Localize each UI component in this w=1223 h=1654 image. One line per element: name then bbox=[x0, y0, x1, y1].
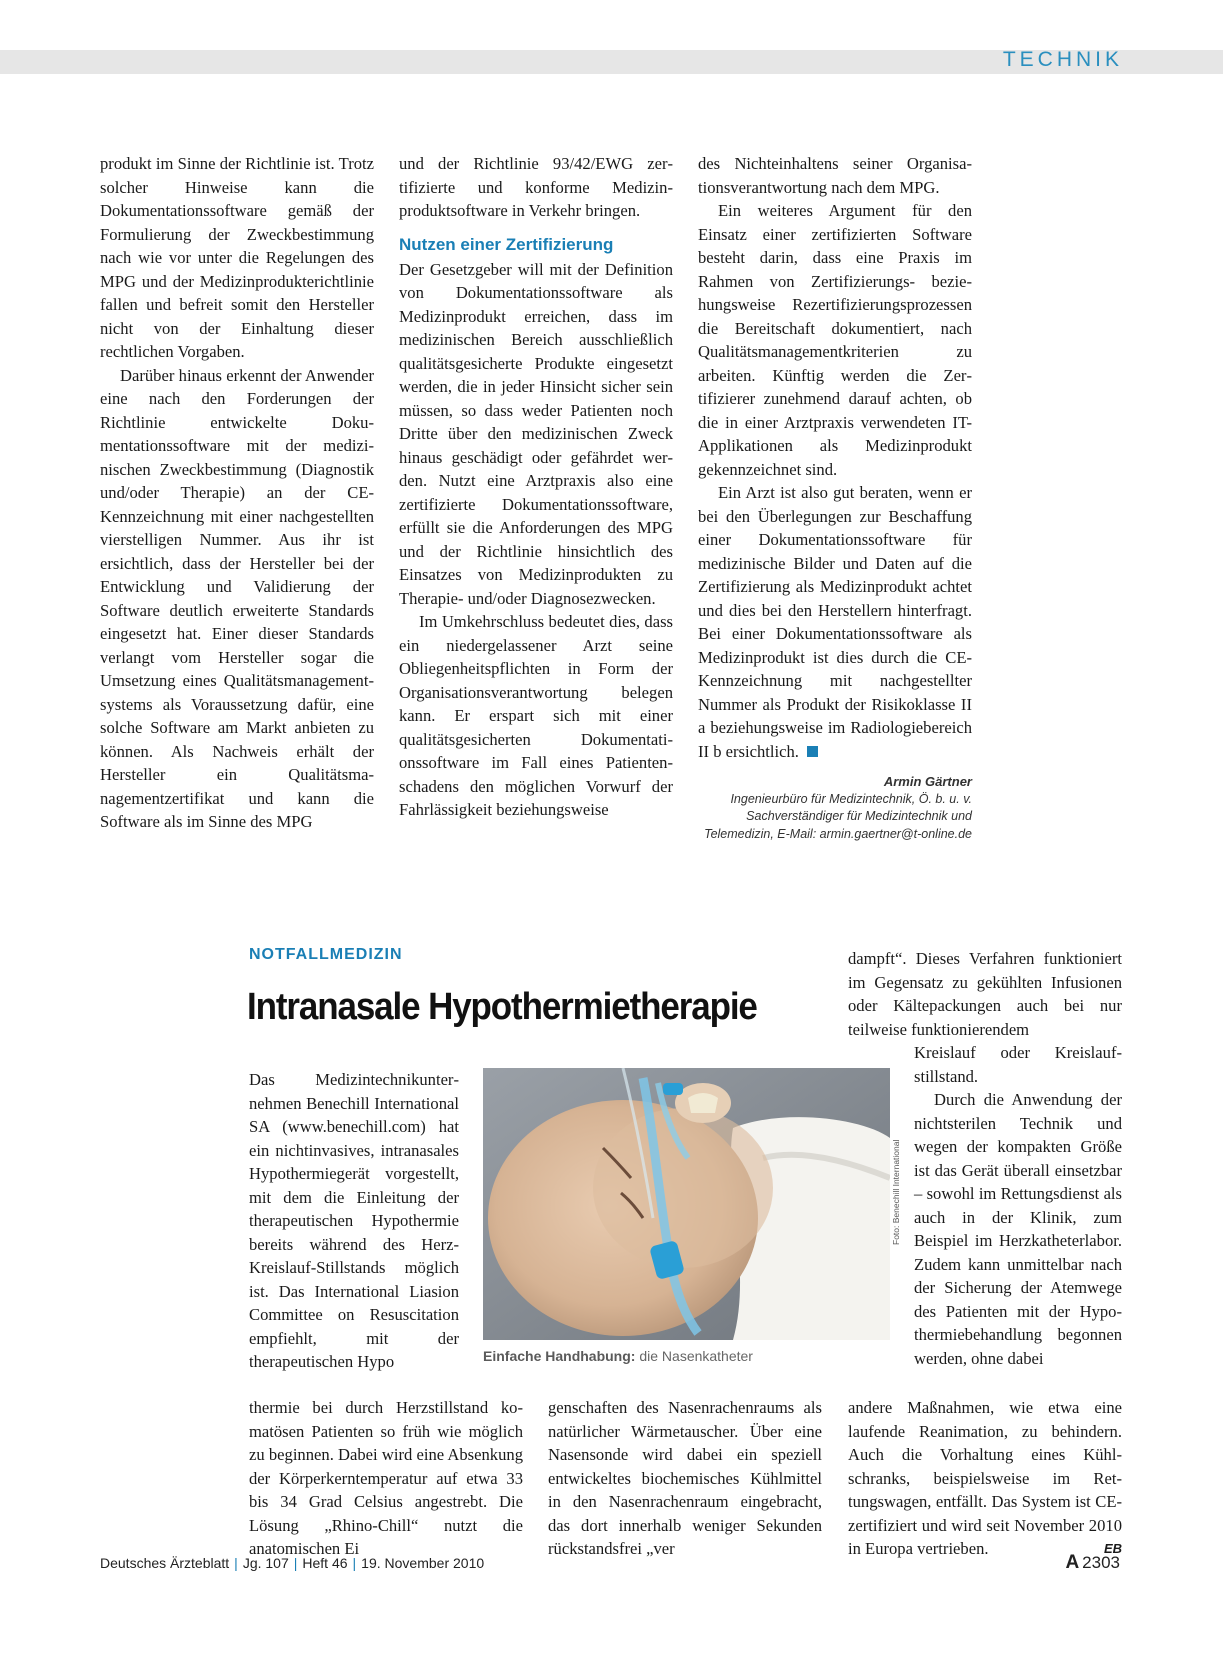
volume: Jg. 107 bbox=[242, 1555, 289, 1571]
caption-text: die Nasenkatheter bbox=[639, 1348, 753, 1364]
paragraph: Im Umkehrschluss bedeutet dies, dass ein niedergelassener Arzt seine Obliegenheitspflichten in Form der Organisationsverantwortung belegen kann. Er erspart sich mit einer qualitätsgesicherten Dokumentationssoftware im Fall eines Patientenschadens den möglichen Vorwurf der Fahrlässigkeit beziehungsweise bbox=[399, 612, 673, 819]
paragraph bbox=[698, 481, 972, 763]
author-name: Armin Gärtner bbox=[883, 774, 972, 789]
paragraph-text: andere Maßnahmen, wie etwa eine laufende Reanimation, zu behindern. Auch die Vorhaltung eines Kühlschranks, beispielsweise im Rettungswagen, entfällt. Das System ist CE-zertifiziert und wird seit November 2010 in Europa vertrieben. bbox=[848, 1398, 1122, 1558]
paragraph: Ein weiteres Argument für den Einsatz einer zertifizierten Software besteht darin, dass eine Praxis im Rahmen von Zertifizierungs- beziehungsweise Rezertifizierungsprozessen die Bereitschaft dokumentiert, nach Qualitätsmanagementkriterien zu arbeiten. Künftig werden die Zertifizierer zunehmend darauf achten, ob die in einer Arztpraxis verwendeten IT-Applikationen als Medizinprodukt gekennzeichnet sind. bbox=[698, 201, 972, 479]
caption-label: Einfache Handhabung: bbox=[483, 1348, 636, 1364]
subheading: Nutzen einer Zertifizierung bbox=[399, 234, 614, 254]
article1-column-3 bbox=[698, 152, 972, 843]
paragraph: Kreislauf oder Kreislaufstillstand. bbox=[914, 1043, 1122, 1086]
photo-credit: Foto: Benechill International bbox=[891, 1139, 901, 1245]
article1-column-1 bbox=[100, 152, 374, 834]
paragraph bbox=[848, 1396, 1122, 1561]
article-kicker: NOTFALLMEDIZIN bbox=[249, 946, 403, 963]
manikin-illustration bbox=[483, 1068, 890, 1340]
author-block bbox=[698, 773, 972, 843]
separator: | bbox=[293, 1555, 298, 1571]
paragraph: genschaften des Nasenrachenraums als natürlicher Wärmetauscher. Über eine Nasensonde wird dabei ein speziell entwickeltes biochemisches Kühlmittel in den Nasenrachenraum eingebracht, das dort innerhalb weniger Sekunden rückstandsfrei „ver bbox=[548, 1398, 822, 1558]
page-number-value: 2303 bbox=[1082, 1553, 1120, 1572]
separator: | bbox=[352, 1555, 357, 1571]
issue-date: 19. November 2010 bbox=[361, 1555, 485, 1571]
article-headline: Intranasale Hypothermietherapie bbox=[247, 986, 757, 1028]
article2-column-3-narrow bbox=[914, 1041, 1122, 1370]
paragraph: Der Gesetzgeber will mit der Definition von Dokumentationssoftware als Medizinprodukt erreichen, dass im medizinischen Bereich ausschließlich qualitätsgesicherte Produkte eingesetzt werden, die in jeder Hinsicht sicher sein müssen, so dass weder Patienten noch Dritte über den medizinischen Zweck hinaus geschädigt oder gefährdet werden. Nutzt eine Arztpraxis also eine zertifizierte Dokumentationssoftware, erfüllt sie die Anforderungen des MPG und der Richtlinie hinsichtlich des Einsatzes von Medizinprodukten zu Therapie- und/oder Diagnosezwecken. bbox=[399, 259, 673, 608]
article2-column-1 bbox=[249, 1396, 523, 1561]
footer-citation bbox=[100, 1555, 484, 1571]
article2-column-1-wrap bbox=[249, 1068, 459, 1374]
author-affiliation: Ingenieurbüro für Medizintechnik, Ö. b. u. v. bbox=[730, 791, 972, 806]
article2-column-2 bbox=[548, 1396, 822, 1561]
paragraph-text: Ein Arzt ist also gut beraten, wenn er bei den Überlegungen zur Beschaffung einer Dokumentationssoftware für medizinische Bilder und Daten auf die Zertifizierung als Medizinprodukt achtet und dies bei den Herstellern hinterfragt. Bei einer Dokumentationssoftware als Medizinprodukt ist dies durch die CE-Kennzeichnung mit nachgestellter Nummer als Produkt der Risikoklasse II a beziehungsweise im Radiologiebereich II b ersichtlich. bbox=[698, 483, 972, 761]
article1-column-2 bbox=[399, 152, 673, 822]
author-affiliation: Sachverständiger für Medizintechnik und bbox=[746, 809, 972, 823]
page-prefix: A bbox=[1065, 1552, 1080, 1573]
issue: Heft 46 bbox=[302, 1555, 348, 1571]
paragraph: Das Medizintechnikunternehmen Benechill International SA (www.benechill.com) hat ein nichtinvasives, intranasales Hypothermiegerät vorgestellt, mit dem die Einleitung der therapeutischen Hypothermie bereits während des Herz-Kreislauf-Stillstands möglich ist. Das International Liasion Committee on Resuscitation empfiehlt, mit der therapeutischen Hypo bbox=[249, 1070, 459, 1371]
paragraph: des Nichteinhaltens seiner Organisationsverantwortung nach dem MPG. bbox=[698, 154, 972, 197]
article2-column-3-top bbox=[848, 947, 1122, 1041]
photo-manikin bbox=[483, 1068, 890, 1340]
author-sign: EB bbox=[1103, 1541, 1122, 1556]
paragraph: produkt im Sinne der Richtlinie ist. Trotz solcher Hinweise kann die Dokumentationssoftware gemäß der Formulierung der Zweckbestimmung nach wie vor unter die Regelungen des MPG und der Medizinprodukterichtlinie fallen und befreit somit den Hersteller nicht von der Einhaltung dieser rechtlichen Vorgaben. bbox=[100, 154, 374, 361]
paragraph: und der Richtlinie 93/42/EWG zertifizierte und konforme Medizinproduktsoftware in Verkehr bringen. bbox=[399, 154, 673, 220]
paragraph: Durch die Anwendung der nichtsterilen Technik und wegen der kompakten Größe ist das Gerät überall einsetzbar – sowohl im Rettungsdienst als auch in der Klinik, zum Beispiel im Herzkatheterlabor. Zudem kann unmittelbar nach der Sicherung der Atemwege des Patienten mit der Hypothermiebehandlung begonnen werden, ohne dabei bbox=[914, 1090, 1122, 1368]
paragraph: dampft“. Dieses Verfahren funktioniert im Gegensatz zu gekühlten Infusionen oder Kältepackungen auch bei nur teilweise funktionierendem bbox=[848, 949, 1122, 1039]
section-label: TECHNIK bbox=[1002, 48, 1123, 71]
paragraph: Darüber hinaus erkennt der Anwender eine nach den Forderungen der Richtlinie entwickelte Dokumentationssoftware mit der medizinischen Zweckbestimmung (Diagnostik und/oder Therapie) an der CE-Kennzeichnung mit einer nachgestellten vierstelligen Nummer. Aus ihr ist ersichtlich, dass der Hersteller bei der Entwicklung und Validierung der Software deutlich erweiterte Standards eingesetzt hat. Einer dieser Standards verlangt vom Hersteller sogar die Umsetzung eines Qualitätsmanagementsystems als Voraussetzung dafür, eine solche Software am Markt anbieten zu können. Als Nachweis erhält der Hersteller ein Qualitätsmanagementzertifikat und kann die Software als im Sinne des MPG bbox=[100, 365, 374, 831]
article2-column-3-bottom bbox=[848, 1396, 1122, 1561]
photo-caption bbox=[483, 1348, 753, 1364]
end-mark-icon bbox=[807, 746, 818, 757]
paragraph: thermie bei durch Herzstillstand komatösen Patienten so früh wie möglich zu beginnen. Dabei wird eine Absenkung der Körperkerntemperatur auf etwa 33 bis 34 Grad Celsius angestrebt. Die Lösung „Rhino-Chill“ nutzt die anatomischen Ei bbox=[249, 1398, 523, 1558]
author-contact: Telemedizin, E-Mail: armin.gaertner@t-online.de bbox=[704, 826, 972, 841]
journal-name: Deutsches Ärzteblatt bbox=[100, 1555, 230, 1571]
page-number bbox=[1065, 1552, 1120, 1574]
separator: | bbox=[234, 1555, 238, 1571]
